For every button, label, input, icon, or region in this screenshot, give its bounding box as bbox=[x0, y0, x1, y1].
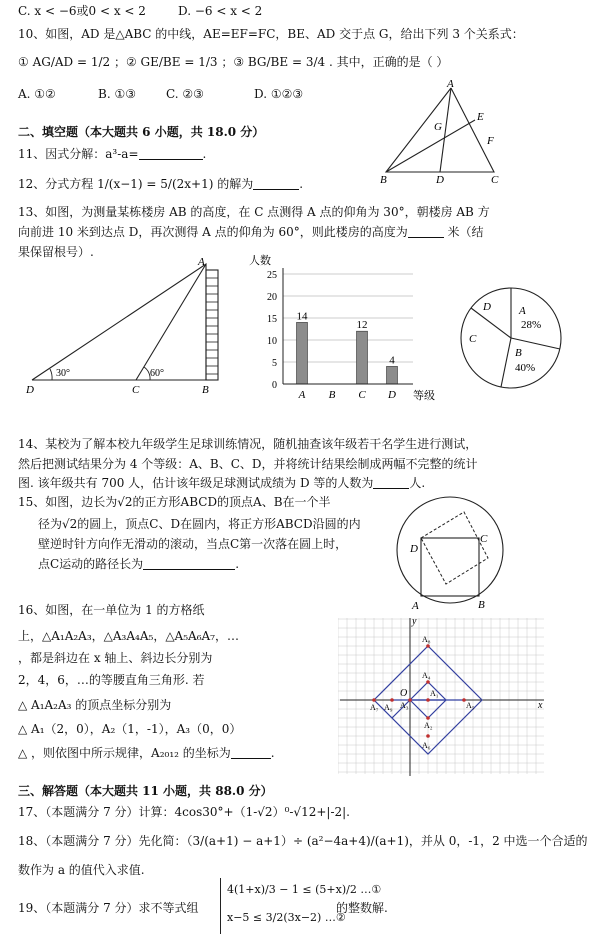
q16-label-a4: A₄ bbox=[422, 671, 431, 680]
q14-line3 bbox=[18, 475, 425, 491]
q10-label-f: F bbox=[487, 135, 494, 147]
q10-relations: ① AG/AD = 1/2 ；② GE/BE = 1/3 ；③ BG/BE = 3/4 . 其中，正确的是（ ） bbox=[18, 55, 449, 69]
q15-label-c: C bbox=[480, 533, 488, 545]
bar-chart-ytick: 15 bbox=[267, 314, 277, 325]
q15-answer-blank bbox=[143, 557, 235, 570]
q13-label-c: C bbox=[132, 384, 140, 396]
q16-label-a1: A₁ bbox=[430, 689, 439, 698]
q13-label-a: A bbox=[198, 256, 205, 268]
q10-triangle-figure bbox=[370, 80, 510, 186]
q13-label-b: B bbox=[202, 384, 209, 396]
pie-pct-b: 40% bbox=[515, 362, 536, 374]
q15-line2: 径为√2的圆上，顶点C、D在圆内，将正方形ABCD沿圆的内 bbox=[38, 517, 361, 531]
q14-line3-text: 图. 该年级共有 700 人，估计该年级足球测试成绩为 D 等的人数为 bbox=[18, 476, 374, 490]
q16-line2: 上，△A₁A₂A₃，△A₃A₄A₅，△A₅A₆A₇，… bbox=[18, 629, 239, 643]
q10-option-d: D. ①②③ bbox=[254, 87, 304, 101]
q11-text: 11、因式分解：a³-a= . bbox=[18, 147, 207, 161]
q19-ineq2: x−5 ≤ 3/2(3x−2) …② bbox=[227, 911, 346, 924]
q13-angle-30: 30° bbox=[56, 368, 70, 379]
q16-line3: ，都是斜边在 x 轴上、斜边长分别为 bbox=[18, 651, 213, 665]
q16-axis-x: x bbox=[538, 700, 543, 711]
q16-label-a2: A₂ bbox=[424, 721, 433, 730]
q13-line2 bbox=[18, 224, 484, 240]
q16-line7-text: △ ，则依图中所示规律，A₂₀₁₂ 的坐标为 bbox=[18, 746, 231, 760]
bar-value-label-A: 14 bbox=[296, 310, 308, 323]
q16-label-a3: A₃ bbox=[400, 701, 409, 710]
q18-line2: 数作为 a 的值代入求值. bbox=[18, 863, 145, 877]
q10-label-g: G bbox=[434, 121, 442, 133]
q15-circle-figure bbox=[390, 492, 530, 616]
q16-label-a7: A₇ bbox=[370, 703, 379, 712]
q16-axis-y: y bbox=[412, 616, 417, 627]
q10-label-a: A bbox=[447, 80, 454, 90]
q11-stem: 11、因式分解：a³-a= bbox=[18, 147, 139, 161]
q13-label-d: D bbox=[26, 384, 34, 396]
q17-text: 17、（本题满分 7 分）计算：4cos30°+（1-√2）⁰-√12+|-2|. bbox=[18, 805, 350, 819]
q14-line2: 然后把测试结果分为 4 个等级：A、B、C、D，并将统计结果绘制成两幅不完整的统计 bbox=[18, 457, 478, 471]
q15-line3: 壁逆时针方向作无滑动的滚动，当点C第一次落在圆上时， bbox=[38, 537, 348, 551]
q16-line6: △ A₁（2，0），A₂（1，-1），A₃（0，0） bbox=[18, 722, 242, 736]
pie-label-a: A bbox=[519, 305, 526, 317]
bar-D bbox=[387, 366, 398, 384]
q14-pie-chart bbox=[455, 282, 567, 394]
q10-label-d: D bbox=[436, 174, 444, 186]
q13-angle-60: 60° bbox=[150, 368, 164, 379]
pie-label-b: B bbox=[515, 347, 522, 359]
bar-chart-ytick: 5 bbox=[272, 358, 277, 369]
q16-label-a8: A₈ bbox=[422, 635, 431, 644]
pie-label-d: D bbox=[483, 301, 491, 313]
q14-line1: 14、某校为了解本校九年级学生足球训练情况，随机抽查该年级若干名学生进行测试， bbox=[18, 437, 478, 451]
q11-answer-blank bbox=[139, 147, 203, 160]
q12-stem: 12、分式方程 1/(x−1) = 5/(2x+1) 的解为 bbox=[18, 177, 254, 191]
bar-chart-ylabel: 人数 bbox=[249, 255, 271, 267]
q10-option-b: B. ①③ bbox=[98, 87, 136, 101]
q13-line2-text: 向前进 10 米到达点 D，再次测得 A 点的仰角为 60°，则此楼房的高度为 bbox=[18, 225, 408, 239]
bar-chart-xlabel: 等级 bbox=[413, 390, 435, 402]
pie-label-c: C bbox=[469, 333, 477, 345]
bar-value-label-D: 4 bbox=[389, 354, 395, 367]
q12-text: 12、分式方程 1/(x−1) = 5/(2x+1) 的解为 . bbox=[18, 177, 304, 191]
q12-answer-blank bbox=[253, 177, 299, 190]
q16-label-a5: A₅ bbox=[466, 701, 475, 710]
bar-chart-ytick: 0 bbox=[272, 380, 277, 391]
bar-category-D: D bbox=[388, 389, 396, 401]
q16-origin: O bbox=[400, 688, 408, 699]
q15-label-b: B bbox=[478, 599, 485, 611]
bar-A bbox=[297, 322, 308, 384]
q16-line4: 2，4，6，…的等腰直角三角形. 若 bbox=[18, 673, 205, 687]
q14-line3-tail: 人. bbox=[409, 476, 426, 490]
q10-stem: 10、如图，AD 是△ABC 的中线，AE=EF=FC，BE、AD 交于点 G，给出下列 3 个关系式： bbox=[18, 27, 524, 41]
q10-label-c: C bbox=[491, 174, 499, 186]
bar-C bbox=[357, 331, 368, 384]
q10-option-c: C. ②③ bbox=[166, 87, 204, 101]
q16-answer-blank bbox=[231, 746, 271, 759]
bar-value-label-C: 12 bbox=[356, 319, 368, 332]
q15-line1: 15、如图，边长为√2的正方形ABCD的顶点A、B在一个半 bbox=[18, 495, 331, 509]
q14-answer-blank bbox=[373, 476, 409, 489]
q9-option-d: D. −6 < x < 2 bbox=[178, 4, 263, 18]
q16-line5: △ A₁A₂A₃ 的顶点坐标分别为 bbox=[18, 698, 172, 712]
q15-label-a: A bbox=[412, 600, 419, 612]
bar-chart-ytick: 25 bbox=[267, 270, 277, 281]
q16-line1: 16、如图，在一单位为 1 的方格纸 bbox=[18, 603, 205, 617]
bar-chart-ytick: 20 bbox=[267, 292, 277, 303]
q13-line3: 果保留根号）. bbox=[18, 245, 94, 259]
q10-option-a: A. ①② bbox=[18, 87, 56, 101]
q10-label-b: B bbox=[380, 174, 387, 186]
q13-building-figure bbox=[20, 256, 235, 398]
q19-suffix: 的整数解. bbox=[336, 901, 388, 915]
q13-line2-tail: 米（结 bbox=[447, 225, 484, 239]
q16-label-a9: A₉ bbox=[384, 703, 393, 712]
q16-grid-figure bbox=[338, 616, 548, 778]
bar-category-A: A bbox=[298, 389, 306, 401]
section3-heading: 三、解答题（本大题共 11 小题，共 88.0 分） bbox=[18, 784, 273, 798]
bar-category-C: C bbox=[358, 389, 366, 401]
q13-line1: 13、如图，为测量某栋楼房 AB 的高度，在 C 点测得 A 点的仰角为 30°，朝楼房 AB 方 bbox=[18, 205, 490, 219]
q19-prefix: 19、（本题满分 7 分）求不等式组 bbox=[18, 901, 199, 915]
q18-line1: 18、（本题满分 7 分）先化简：（3/(a+1) − a+1）÷ (a²−4a+4)/(a+1)，并从 0，-1，2 中选一个合适的 bbox=[18, 834, 588, 848]
q15-label-d: D bbox=[410, 543, 418, 555]
q15-line4: 点C运动的路径长为 . bbox=[38, 557, 240, 571]
q10-label-e: E bbox=[477, 111, 484, 123]
q15-line4-text: 点C运动的路径长为 bbox=[38, 557, 144, 571]
bar-category-B: B bbox=[328, 389, 336, 401]
bar-chart-ytick: 10 bbox=[267, 336, 277, 347]
q14-bar-chart bbox=[245, 254, 450, 404]
q9-option-c: C. x < −6或0 < x < 2 bbox=[18, 4, 146, 18]
q19-ineq1: 4(1+x)/3 − 1 ≤ (5+x)/2 …① bbox=[227, 883, 382, 896]
q16-label-a6: A₆ bbox=[422, 741, 431, 750]
pie-pct-a: 28% bbox=[521, 319, 542, 331]
section2-heading: 二、填空题（本大题共 6 小题，共 18.0 分） bbox=[18, 125, 265, 139]
q16-line7: △ ，则依图中所示规律，A₂₀₁₂ 的坐标为 . bbox=[18, 746, 275, 760]
q13-answer-blank bbox=[408, 225, 444, 238]
